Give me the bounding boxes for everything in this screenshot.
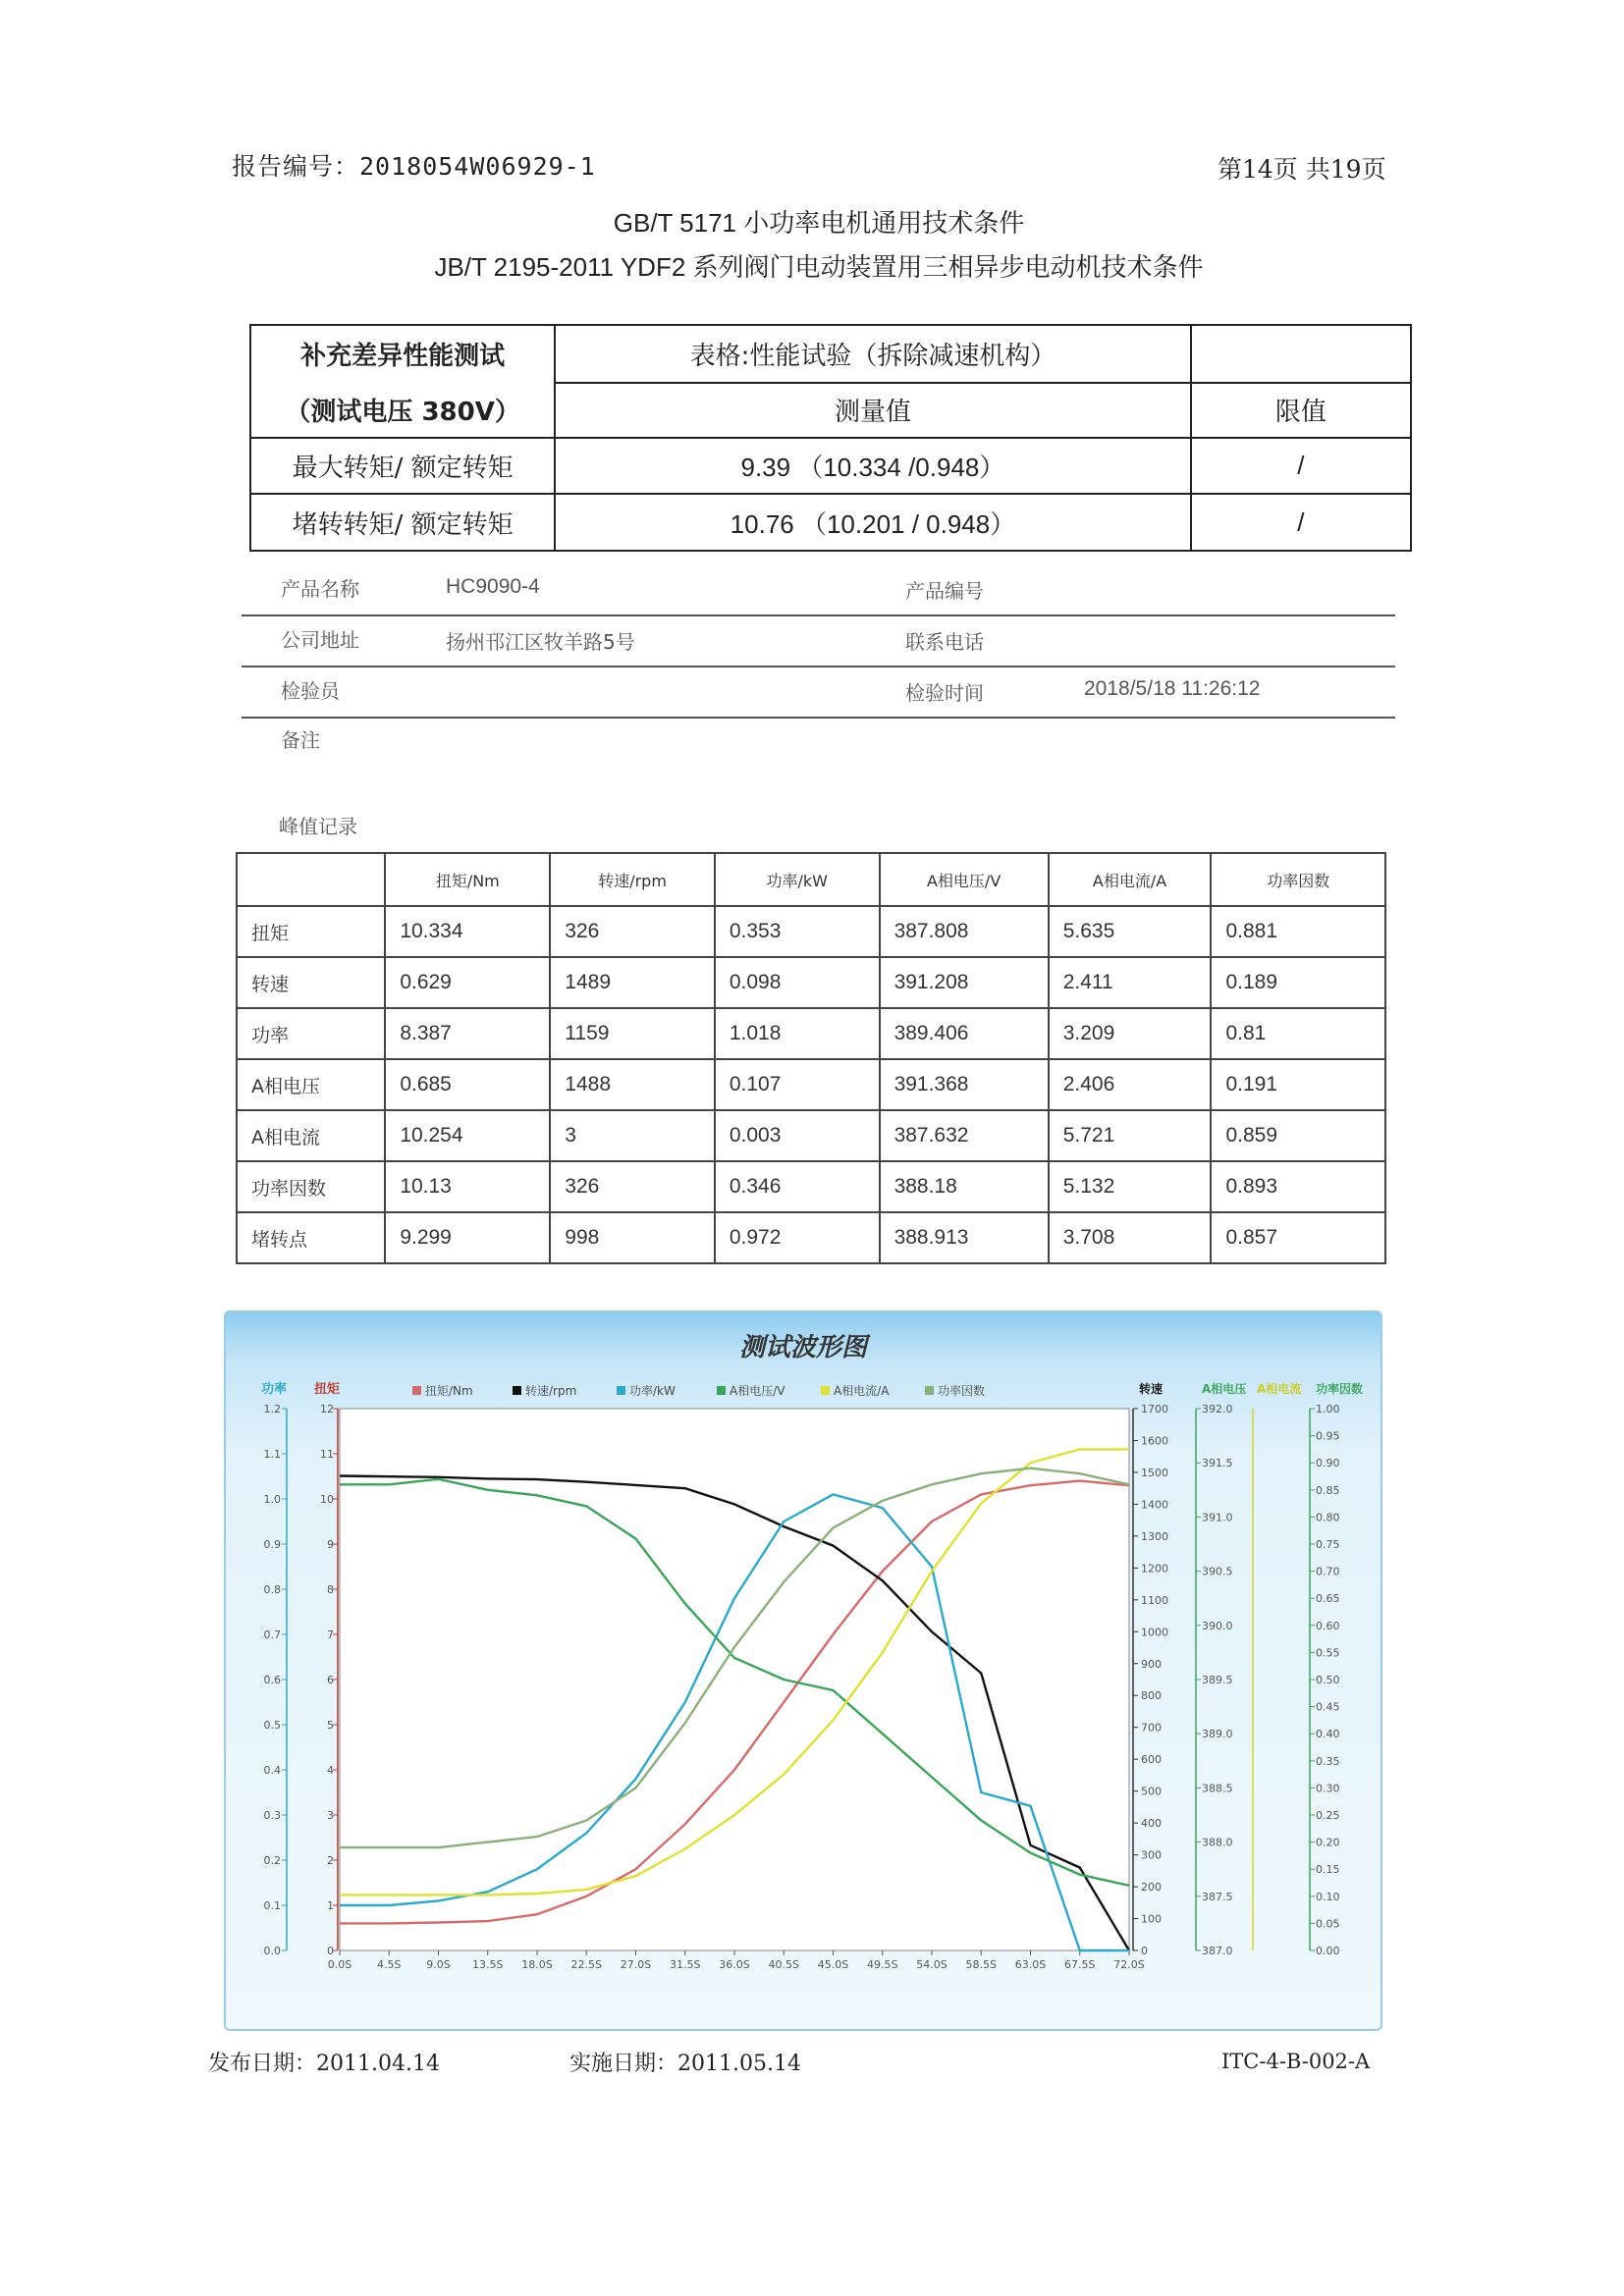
time-label: 58.5S — [965, 1958, 997, 1971]
power-axis-label: 1.1 — [263, 1448, 281, 1461]
speed-axis-label: 1000 — [1141, 1626, 1168, 1639]
perf-title-2: （测试电压 380V） — [250, 383, 555, 438]
peak-cell: 0.003 — [715, 1110, 880, 1161]
pf-axis-label: 0.50 — [1316, 1674, 1340, 1686]
form-code: ITC-4-B-002-A — [1221, 2050, 1371, 2073]
voltage-axis-label: 391.0 — [1202, 1511, 1233, 1524]
speed-axis-label: 800 — [1141, 1689, 1162, 1703]
peak-cell: 2.406 — [1049, 1059, 1212, 1110]
speed-axis-label: 1600 — [1141, 1434, 1168, 1448]
measured-header: 测量值 — [555, 383, 1190, 438]
peak-cell: 0.191 — [1211, 1059, 1385, 1110]
legend-label: 功率因数 — [938, 1384, 986, 1398]
time-label: 54.0S — [916, 1958, 947, 1971]
torque-axis-label: 9 — [327, 1538, 334, 1551]
phone-label: 联系电话 — [905, 630, 984, 654]
legend-label: A相电压/V — [730, 1384, 785, 1398]
perf-row-label: 最大转矩/ 额定转矩 — [250, 438, 555, 495]
time-label: 27.0S — [620, 1958, 652, 1971]
pf-axis-label: 0.65 — [1316, 1592, 1340, 1606]
peak-cell: 0.893 — [1211, 1161, 1385, 1212]
legend-label: 扭矩/Nm — [425, 1384, 473, 1398]
voltage-axis-label: 390.5 — [1202, 1565, 1233, 1578]
time-label: 45.0S — [817, 1958, 849, 1971]
speed-axis-label: 200 — [1141, 1881, 1162, 1895]
peak-title: 峰值记录 — [279, 815, 357, 838]
peak-cell: 0.629 — [385, 957, 550, 1008]
perf-row-label: 堵转转矩/ 额定转矩 — [250, 494, 555, 551]
legend-swatch — [925, 1386, 934, 1395]
pf-axis-label: 0.75 — [1316, 1538, 1340, 1551]
speed-axis-label: 0 — [1141, 1945, 1148, 1957]
table-row — [237, 1008, 1385, 1059]
torque-axis-label: 7 — [327, 1629, 334, 1641]
peak-cell: 2.411 — [1049, 957, 1212, 1008]
torque-axis-label: 5 — [327, 1719, 334, 1732]
time-label: 4.5S — [377, 1958, 402, 1971]
publish-date: 发布日期：2011.04.14 — [208, 2052, 440, 2076]
power-axis-label: 0.7 — [263, 1629, 281, 1641]
torque-axis-label: 12 — [320, 1403, 334, 1415]
peak-cell: 0.81 — [1211, 1008, 1385, 1059]
speed-axis-label: 600 — [1141, 1753, 1162, 1767]
speed-axis-label: 1700 — [1141, 1403, 1168, 1415]
peak-cell: 389.406 — [880, 1008, 1049, 1059]
right-axis-title: 转速 — [1139, 1382, 1164, 1396]
perf-title-1: 补充差异性能测试 — [250, 325, 555, 383]
limit-header: 限值 — [1191, 383, 1411, 438]
power-axis-label: 0.3 — [263, 1809, 281, 1822]
legend-swatch — [412, 1386, 421, 1395]
peak-col-header — [237, 853, 385, 906]
time-label: 13.5S — [472, 1958, 504, 1971]
peak-cell: 8.387 — [385, 1008, 550, 1059]
peak-row-label: A相电流 — [237, 1110, 385, 1161]
peak-cell: 326 — [550, 1161, 715, 1212]
torque-axis-label: 11 — [320, 1448, 334, 1461]
peak-cell: 0.685 — [385, 1059, 550, 1110]
info-row-address — [242, 614, 1395, 667]
waveform-chart — [226, 1312, 1380, 2029]
power-axis-label: 0.9 — [263, 1538, 281, 1551]
legend-swatch — [717, 1386, 726, 1395]
peak-col-header: 功率因数 — [1211, 853, 1385, 906]
time-label: 49.5S — [867, 1958, 898, 1971]
pf-axis-label: 0.40 — [1316, 1728, 1340, 1741]
peak-cell: 391.208 — [880, 957, 1049, 1008]
pf-axis-label: 0.35 — [1316, 1754, 1340, 1768]
peak-cell: 388.913 — [880, 1212, 1049, 1263]
pf-axis-label: 0.25 — [1316, 1809, 1340, 1822]
speed-axis-label: 400 — [1141, 1817, 1162, 1831]
pf-axis-label: 0.05 — [1316, 1917, 1340, 1931]
pf-axis-label: 0.20 — [1316, 1836, 1340, 1849]
voltage-axis-label: 388.0 — [1202, 1836, 1233, 1849]
power-axis-label: 0.8 — [263, 1583, 281, 1596]
peak-col-header: A相电流/A — [1049, 853, 1212, 906]
pf-axis-label: 0.10 — [1316, 1890, 1340, 1903]
torque-axis-title: 扭矩 — [314, 1382, 341, 1397]
pf-axis-label: 0.45 — [1316, 1700, 1340, 1714]
pf-axis-label: 0.95 — [1316, 1429, 1340, 1443]
implement-date: 实施日期：2011.05.14 — [569, 2052, 801, 2076]
right-axis-title: A相电压 — [1202, 1382, 1247, 1396]
pf-axis-label: 0.85 — [1316, 1483, 1340, 1497]
pf-axis-label: 0.30 — [1316, 1782, 1340, 1795]
peak-table — [236, 852, 1386, 1264]
legend-label: 功率/kW — [629, 1384, 676, 1398]
peak-cell: 1489 — [550, 957, 715, 1008]
time-label: 检验时间 — [905, 681, 984, 705]
power-axis-label: 0.0 — [263, 1945, 281, 1957]
perf-row-limit: / — [1191, 494, 1411, 551]
peak-cell: 0.972 — [715, 1212, 880, 1263]
table-row — [237, 957, 1385, 1008]
time-label: 18.0S — [521, 1958, 553, 1971]
standard-line-1: GB/T 5171 小功率电机通用技术条件 — [613, 208, 1025, 238]
speed-axis-label: 500 — [1141, 1785, 1162, 1798]
chart-axes — [261, 1381, 1363, 1971]
peak-cell: 10.334 — [385, 906, 550, 957]
info-row-inspector — [242, 666, 1395, 719]
peak-cell: 0.881 — [1211, 906, 1385, 957]
peak-cell: 10.13 — [385, 1161, 550, 1212]
table-row — [237, 1212, 1385, 1263]
torque-axis-label: 6 — [327, 1674, 334, 1686]
pf-axis-label: 1.00 — [1316, 1403, 1340, 1415]
peak-cell: 1488 — [550, 1059, 715, 1110]
inspector-label: 检验员 — [281, 679, 340, 703]
right-axis-title: 功率因数 — [1316, 1382, 1364, 1396]
peak-cell: 3.708 — [1049, 1212, 1212, 1263]
peak-cell: 0.107 — [715, 1059, 880, 1110]
peak-cell: 1159 — [550, 1008, 715, 1059]
time-label: 72.0S — [1113, 1958, 1145, 1971]
table-row — [237, 1059, 1385, 1110]
peak-cell: 387.808 — [880, 906, 1049, 957]
peak-cell: 0.857 — [1211, 1212, 1385, 1263]
legend-label: A相电流/A — [834, 1384, 890, 1398]
pf-axis-label: 0.90 — [1316, 1457, 1340, 1470]
peak-cell: 998 — [550, 1212, 715, 1263]
torque-axis-label: 10 — [320, 1493, 334, 1506]
speed-axis-label: 900 — [1141, 1657, 1162, 1671]
peak-row-label: 堵转点 — [237, 1212, 385, 1263]
perf-row-value: 9.39 （10.334 /0.948） — [555, 438, 1190, 495]
pf-axis-label: 0.60 — [1316, 1619, 1340, 1632]
standard-line-2: JB/T 2195-2011 YDF2 系列阀门电动装置用三相异步电动机技术条件 — [434, 252, 1204, 282]
legend-swatch — [513, 1386, 521, 1395]
product-name-value: HC9090-4 — [446, 575, 540, 598]
pf-axis-label: 0.80 — [1316, 1511, 1340, 1524]
chart-legend — [412, 1383, 985, 1398]
address-value: 扬州邗江区牧羊路5号 — [446, 630, 635, 654]
product-name-label: 产品名称 — [281, 577, 359, 601]
power-axis-label: 1.2 — [263, 1403, 281, 1415]
voltage-axis-label: 389.5 — [1202, 1674, 1233, 1686]
power-axis-label: 1.0 — [263, 1493, 281, 1506]
report-number: 报告编号：2018054W06929-1 — [232, 152, 596, 181]
table-row — [237, 1161, 1385, 1212]
power-axis-label: 0.1 — [263, 1899, 281, 1912]
torque-axis-label: 8 — [327, 1583, 334, 1596]
speed-axis-label: 1100 — [1141, 1593, 1168, 1607]
chart-title: 测试波形图 — [738, 1333, 868, 1362]
peak-cell: 5.635 — [1049, 906, 1212, 957]
peak-row-label: 转速 — [237, 957, 385, 1008]
torque-axis-label: 2 — [327, 1854, 334, 1867]
info-row-product — [242, 563, 1395, 616]
peak-cell: 0.859 — [1211, 1110, 1385, 1161]
peak-cell: 0.353 — [715, 906, 880, 957]
time-label: 36.0S — [719, 1958, 750, 1971]
speed-axis-label: 1400 — [1141, 1498, 1168, 1512]
torque-axis-label: 0 — [327, 1945, 334, 1957]
peak-cell: 388.18 — [880, 1161, 1049, 1212]
peak-cell: 5.132 — [1049, 1161, 1212, 1212]
legend-swatch — [821, 1386, 830, 1395]
peak-cell: 5.721 — [1049, 1110, 1212, 1161]
perf-row-limit: / — [1191, 438, 1411, 495]
peak-col-header: A相电压/V — [880, 853, 1049, 906]
perf-row-value: 10.76 （10.201 / 0.948） — [555, 494, 1190, 551]
torque-axis-label: 4 — [327, 1764, 334, 1777]
time-value: 2018/5/18 11:26:12 — [1084, 677, 1261, 700]
remark-label: 备注 — [281, 728, 320, 752]
torque-axis-label: 3 — [327, 1809, 334, 1822]
power-axis-label: 0.5 — [263, 1719, 281, 1732]
peak-cell: 0.189 — [1211, 957, 1385, 1008]
page-info: 第14页 共19页 — [1218, 155, 1386, 184]
power-axis-label: 0.2 — [263, 1854, 281, 1867]
speed-axis-label: 1500 — [1141, 1466, 1168, 1479]
voltage-axis-label: 388.5 — [1202, 1782, 1233, 1795]
speed-axis-label: 700 — [1141, 1721, 1162, 1735]
peak-col-header: 功率/kW — [715, 853, 880, 906]
peak-cell: 391.368 — [880, 1059, 1049, 1110]
performance-table — [249, 324, 1412, 552]
power-axis-title: 功率 — [261, 1382, 288, 1397]
time-label: 31.5S — [670, 1958, 701, 1971]
peak-row-label: 功率因数 — [237, 1161, 385, 1212]
power-axis-label: 0.6 — [263, 1674, 281, 1686]
voltage-axis-label: 389.0 — [1202, 1728, 1233, 1741]
pf-axis-label: 0.70 — [1316, 1565, 1340, 1578]
peak-cell: 0.346 — [715, 1161, 880, 1212]
voltage-axis-label: 390.0 — [1202, 1619, 1233, 1632]
time-label: 67.5S — [1064, 1958, 1096, 1971]
power-axis-label: 0.4 — [263, 1764, 281, 1777]
peak-row-label: 功率 — [237, 1008, 385, 1059]
time-label: 63.0S — [1014, 1958, 1047, 1971]
voltage-axis-label: 387.5 — [1202, 1890, 1233, 1903]
legend-label: 转速/rpm — [525, 1384, 577, 1398]
perf-empty-cell — [1191, 325, 1411, 383]
pf-axis-label: 0.00 — [1316, 1945, 1340, 1957]
address-label: 公司地址 — [281, 628, 359, 652]
speed-axis-label: 1200 — [1141, 1562, 1168, 1575]
product-no-label: 产品编号 — [905, 579, 984, 603]
time-label: 0.0S — [327, 1958, 352, 1971]
pf-axis-label: 0.55 — [1316, 1646, 1340, 1660]
waveform-chart-frame — [224, 1310, 1382, 2031]
peak-cell: 387.632 — [880, 1110, 1049, 1161]
table-row — [237, 1110, 1385, 1161]
peak-cell: 326 — [550, 906, 715, 957]
peak-cell: 10.254 — [385, 1110, 550, 1161]
torque-axis-label: 1 — [327, 1899, 334, 1912]
right-axis-title: A相电流 — [1257, 1382, 1302, 1396]
voltage-axis-label: 387.0 — [1202, 1945, 1233, 1957]
peak-cell: 0.098 — [715, 957, 880, 1008]
legend-swatch — [617, 1386, 625, 1395]
time-label: 22.5S — [570, 1958, 602, 1971]
speed-axis-label: 1300 — [1141, 1529, 1168, 1543]
speed-axis-label: 300 — [1141, 1848, 1162, 1862]
peak-cell: 3.209 — [1049, 1008, 1212, 1059]
voltage-axis-label: 392.0 — [1202, 1403, 1233, 1415]
speed-axis-label: 100 — [1141, 1912, 1162, 1926]
time-label: 40.5S — [768, 1958, 799, 1971]
peak-cell: 9.299 — [385, 1212, 550, 1263]
peak-row-label: A相电压 — [237, 1059, 385, 1110]
peak-col-header: 扭矩/Nm — [385, 853, 550, 906]
voltage-axis-label: 391.5 — [1202, 1457, 1233, 1470]
peak-cell: 1.018 — [715, 1008, 880, 1059]
peak-col-header: 转速/rpm — [550, 853, 715, 906]
peak-row-label: 扭矩 — [237, 906, 385, 957]
pf-axis-label: 0.15 — [1316, 1863, 1340, 1877]
peak-cell: 3 — [550, 1110, 715, 1161]
perf-subtitle: 表格:性能试验（拆除减速机构） — [555, 325, 1190, 383]
time-label: 9.0S — [426, 1958, 451, 1971]
table-row — [237, 906, 1385, 957]
